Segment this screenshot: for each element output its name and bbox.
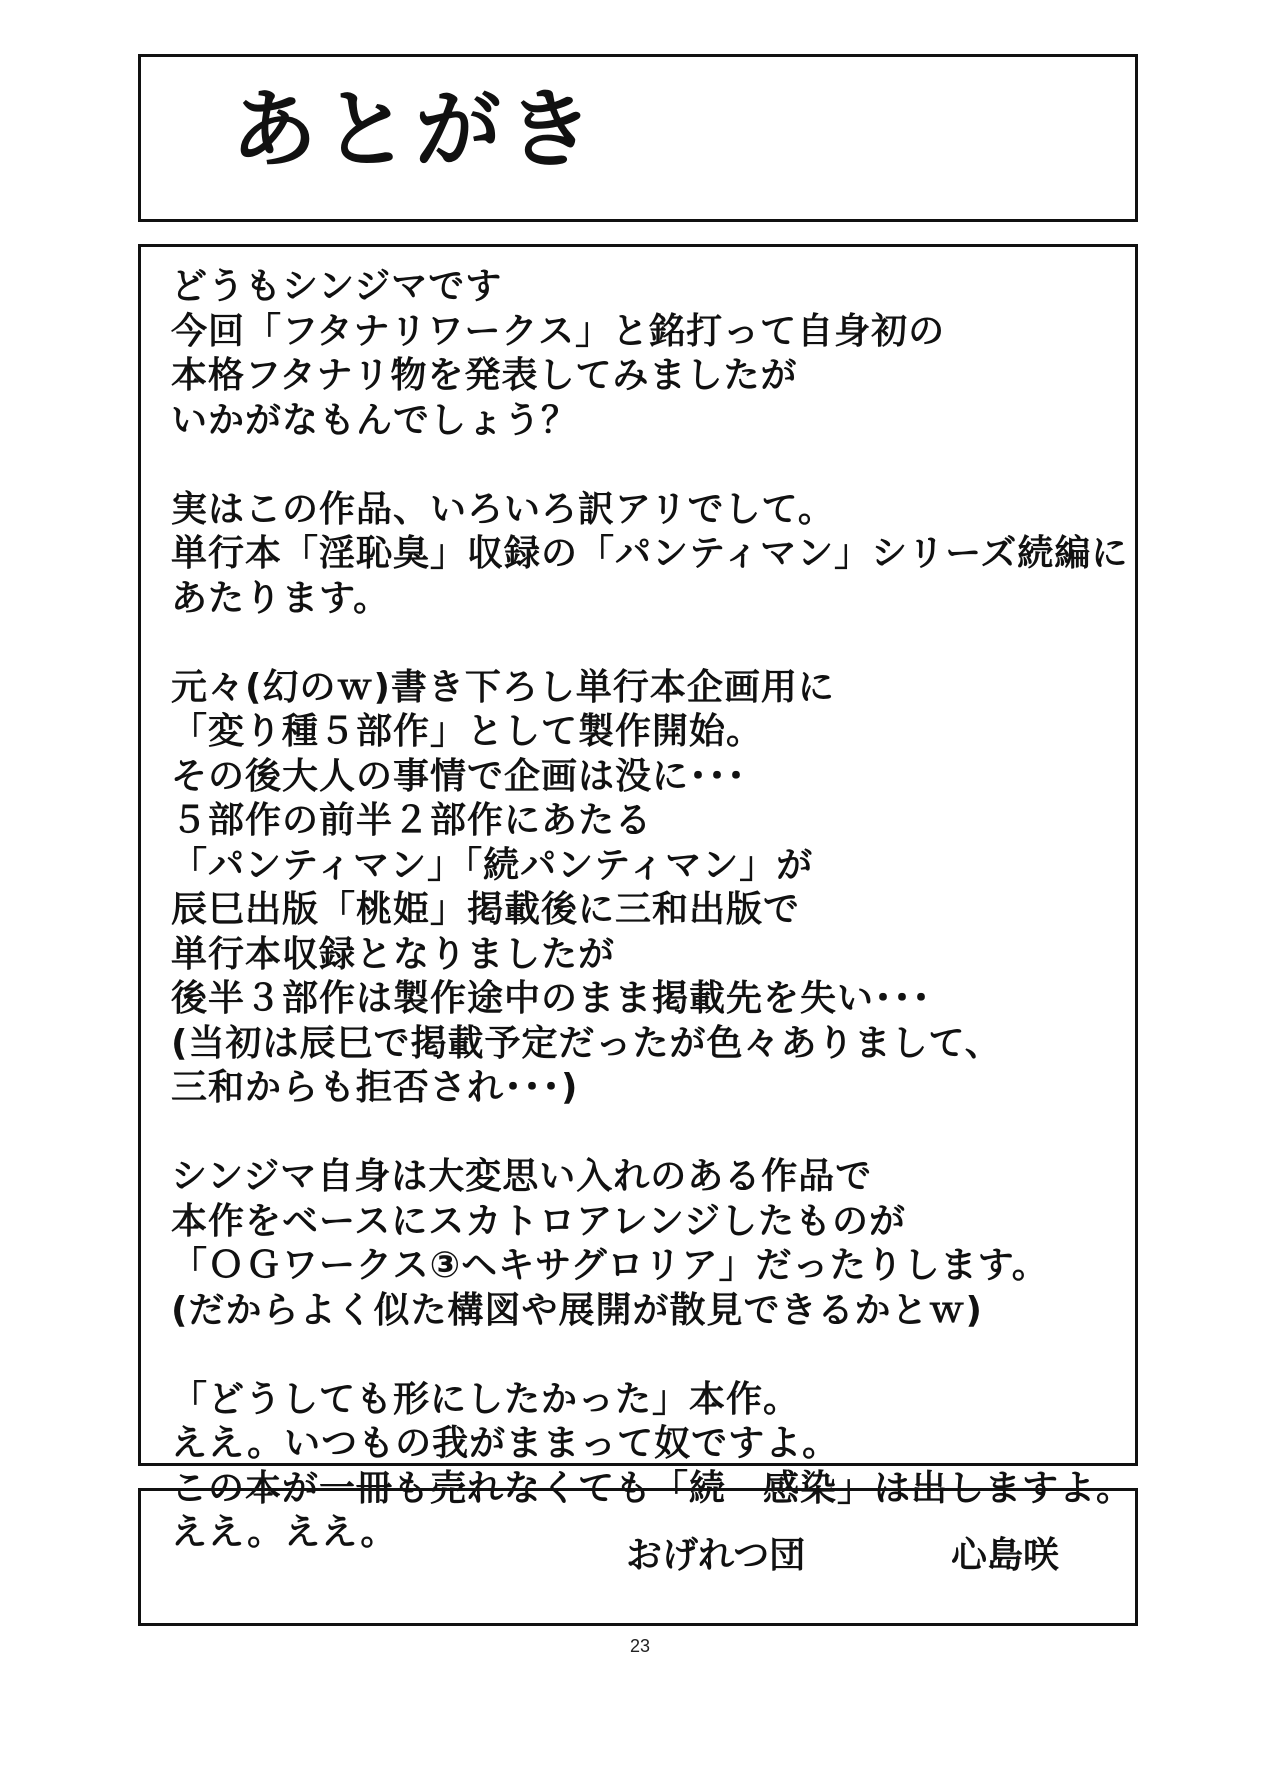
signature-box	[138, 1488, 1138, 1626]
author-name: 心島咲	[951, 1535, 1060, 1576]
text-line: 本作をベースにスカトロアレンジしたものが	[171, 1200, 906, 1242]
text-line: 三和からも拒否され･･･)	[171, 1067, 579, 1108]
text-line: 後半３部作は製作途中のまま掲載先を失い･･･	[171, 978, 932, 1019]
text-line: 元々(幻のｗ)書き下ろし単行本企画用に	[171, 666, 835, 708]
text-line: その後大人の事情で企画は没に･･･	[171, 755, 747, 797]
text-line: 実はこの作品、いろいろ訳アリでして。	[171, 488, 835, 530]
text-line: 「変り種５部作」として製作開始。	[171, 711, 764, 752]
title-box	[138, 54, 1138, 222]
paragraph-gap	[171, 1333, 1121, 1378]
text-line: いかがなもんでしょう？	[171, 399, 579, 441]
text-line: 辰巳出版「桃姫」掲載後に三和出版で	[171, 889, 801, 930]
circle-name: おげれつ団	[626, 1535, 806, 1576]
text-line: あたります。	[171, 577, 391, 619]
text-line: シンジマ自身は大変思い入れのある作品で	[171, 1156, 873, 1197]
body-box	[138, 244, 1138, 1553]
text-line: (だからよく似た構図や展開が散見できるかとｗ)	[171, 1289, 983, 1331]
afterword-text	[171, 265, 1134, 1556]
paragraph-gap	[171, 1111, 1121, 1156]
text-line: (当初は辰巳で掲載予定だったが色々ありまして、	[171, 1022, 1002, 1064]
text-line: 今回「フタナリワークス」と銘打って自身初の	[171, 310, 946, 352]
text-line: 「パンティマン」「続パンティマン」が	[171, 844, 814, 886]
paragraph-gap	[171, 621, 1121, 666]
text-line: 単行本「淫恥臭」収録の「パンティマン」シリーズ続編に	[171, 533, 1129, 574]
text-line: この本が一冊も売れなくても「続 感染」は出しますよ。	[171, 1467, 1134, 1509]
page-number: 23	[629, 1636, 651, 1656]
text-line: ５部作の前半２部作にあたる	[171, 800, 653, 841]
text-line: ええ。ええ。	[171, 1512, 398, 1553]
text-line: 本格フタナリ物を発表してみましたが	[171, 355, 798, 396]
text-line: ええ。いつもの我がままって奴ですよ。	[171, 1423, 840, 1464]
text-line: 単行本収録となりましたが	[171, 933, 616, 975]
page-title: あとがき	[231, 79, 599, 180]
text-line: どうもシンジマです	[171, 266, 503, 307]
text-line: 「どうしても形にしたかった」本作。	[171, 1378, 801, 1420]
text-line: 「ＯＧワークス③ヘキサグロリア」だったりします。	[171, 1245, 1049, 1286]
paragraph-gap	[171, 443, 1121, 488]
